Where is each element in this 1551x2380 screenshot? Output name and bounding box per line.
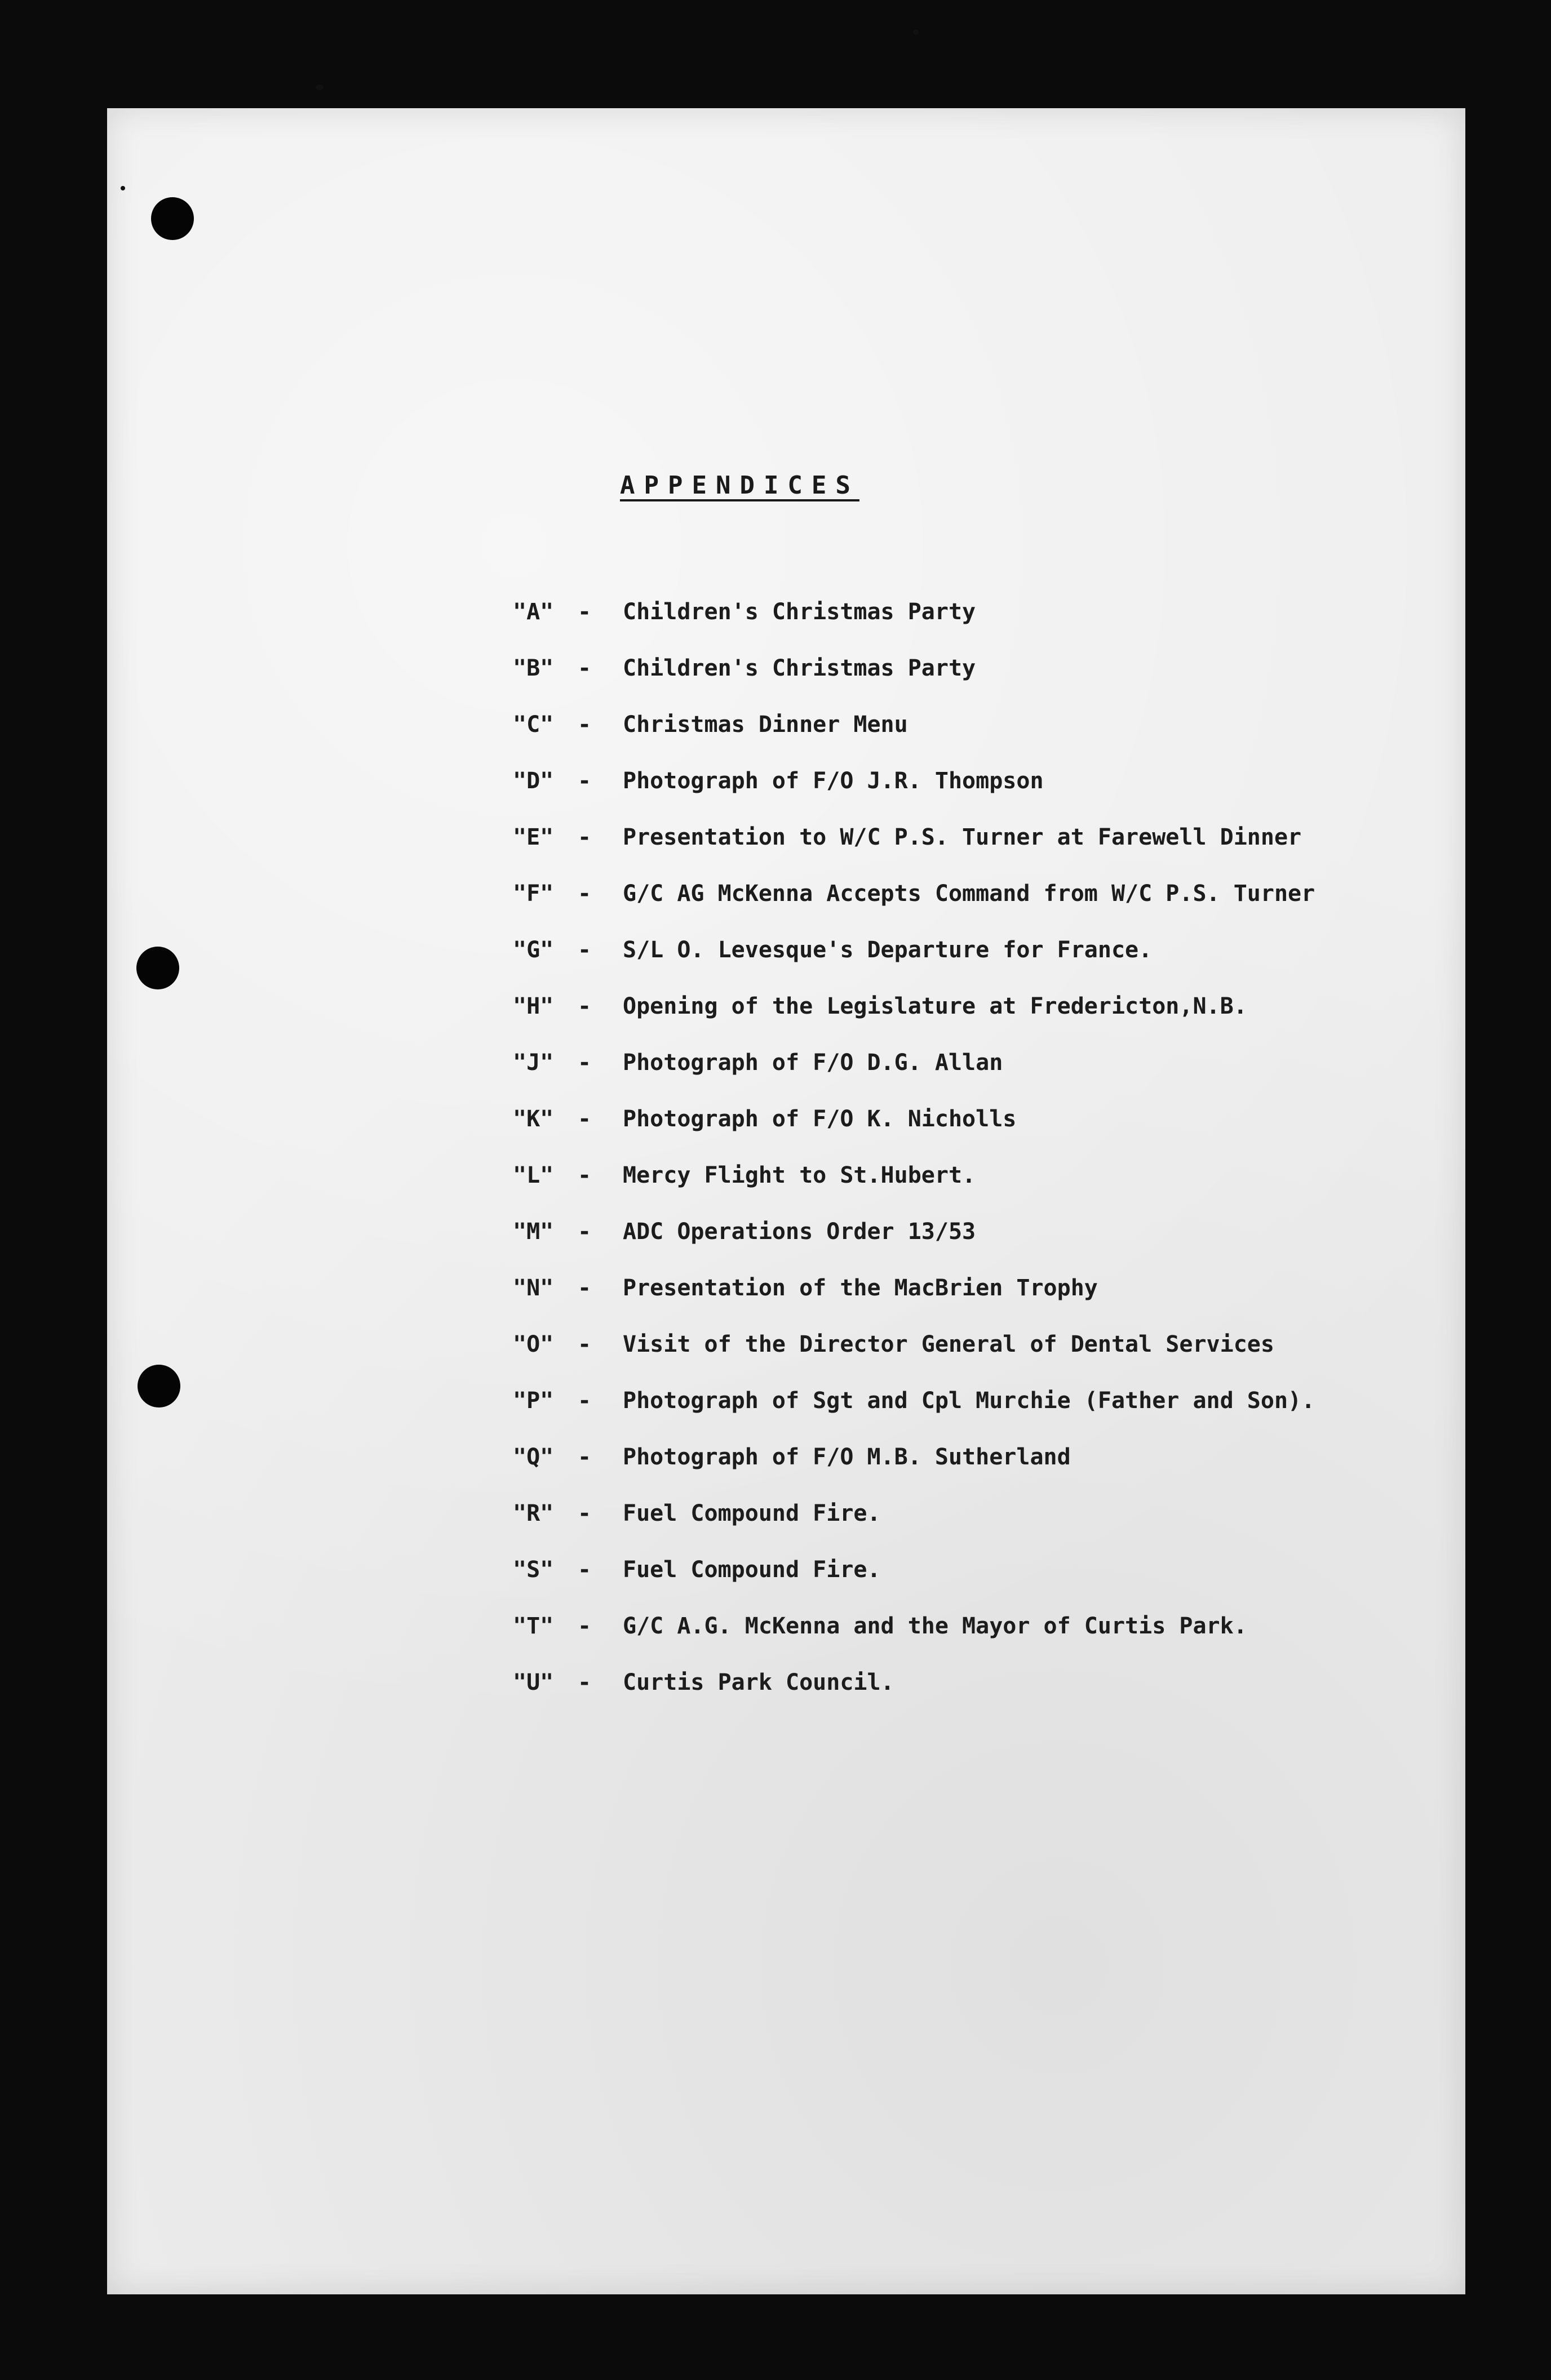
list-item [513, 1034, 1392, 1091]
appendix-title: Visit of the Director General of Dental Services [623, 1331, 1274, 1357]
separator-dash: - [578, 768, 592, 794]
dust-speck [121, 186, 125, 190]
list-item [513, 1429, 1392, 1485]
separator-dash: - [578, 824, 592, 850]
appendix-title: Mercy Flight to St.Hubert. [623, 1162, 976, 1188]
page-title: APPENDICES [620, 471, 859, 500]
punch-hole-top [151, 197, 194, 240]
appendix-code: "D" [513, 768, 554, 794]
list-item [513, 753, 1392, 809]
appendix-title: ADC Operations Order 13/53 [623, 1219, 976, 1245]
list-item [513, 1485, 1392, 1542]
appendix-code: "T" [513, 1613, 554, 1639]
separator-dash: - [578, 1275, 592, 1301]
separator-dash: - [578, 881, 592, 907]
appendix-code: "K" [513, 1106, 554, 1132]
appendix-title: Photograph of F/O M.B. Sutherland [623, 1444, 1071, 1470]
appendix-code: "A" [513, 599, 554, 625]
appendix-title: G/C A.G. McKenna and the Mayor of Curtis Park. [623, 1613, 1247, 1639]
appendix-code: "N" [513, 1275, 554, 1301]
appendix-title: Opening of the Legislature at Fredericton,N.B. [623, 993, 1247, 1019]
list-item [513, 809, 1392, 865]
list-item [513, 1316, 1392, 1373]
separator-dash: - [578, 1669, 592, 1695]
separator-dash: - [578, 1557, 592, 1583]
appendix-title: Photograph of F/O K. Nicholls [623, 1106, 1017, 1132]
dust-speck [316, 85, 324, 90]
list-item [513, 584, 1392, 640]
list-item [513, 865, 1392, 922]
appendix-title: Fuel Compound Fire. [623, 1557, 881, 1583]
appendix-title: Children's Christmas Party [623, 655, 976, 681]
appendix-title: Photograph of Sgt and Cpl Murchie (Father and Son). [623, 1388, 1315, 1414]
list-item [513, 1654, 1392, 1711]
list-item [513, 1147, 1392, 1204]
appendix-code: "U" [513, 1669, 554, 1695]
list-item [513, 978, 1392, 1034]
appendix-code: "L" [513, 1162, 554, 1188]
appendix-title: Presentation of the MacBrien Trophy [623, 1275, 1098, 1301]
list-item [513, 1373, 1392, 1429]
appendix-title: G/C AG McKenna Accepts Command from W/C P.S. Turner [623, 881, 1315, 907]
appendix-code: "S" [513, 1557, 554, 1583]
appendix-code: "O" [513, 1331, 554, 1357]
appendix-code: "J" [513, 1050, 554, 1076]
separator-dash: - [578, 655, 592, 681]
appendix-code: "Q" [513, 1444, 554, 1470]
separator-dash: - [578, 1162, 592, 1188]
list-item [513, 1204, 1392, 1260]
appendix-title: Christmas Dinner Menu [623, 712, 908, 738]
list-item [513, 922, 1392, 978]
appendix-title: S/L O. Levesque's Departure for France. [623, 937, 1153, 963]
punch-hole-bottom [138, 1365, 180, 1407]
list-item [513, 1091, 1392, 1147]
appendix-title: Photograph of F/O D.G. Allan [623, 1050, 1003, 1076]
appendix-list [513, 584, 1392, 1711]
separator-dash: - [578, 1613, 592, 1639]
list-item [513, 1260, 1392, 1316]
appendix-title: Curtis Park Council. [623, 1669, 894, 1695]
appendix-title: Presentation to W/C P.S. Turner at Farewell Dinner [623, 824, 1302, 850]
separator-dash: - [578, 937, 592, 963]
appendix-code: "E" [513, 824, 554, 850]
separator-dash: - [578, 1106, 592, 1132]
separator-dash: - [578, 712, 592, 738]
separator-dash: - [578, 1500, 592, 1526]
dust-speck [913, 29, 919, 35]
appendix-code: "B" [513, 655, 554, 681]
appendix-title: Photograph of F/O J.R. Thompson [623, 768, 1044, 794]
separator-dash: - [578, 599, 592, 625]
appendix-title: Fuel Compound Fire. [623, 1500, 881, 1526]
appendix-code: "F" [513, 881, 554, 907]
list-item [513, 640, 1392, 696]
appendix-code: "G" [513, 937, 554, 963]
separator-dash: - [578, 1050, 592, 1076]
appendix-code: "P" [513, 1388, 554, 1414]
list-item [513, 696, 1392, 753]
appendix-code: "C" [513, 712, 554, 738]
appendix-code: "M" [513, 1219, 554, 1245]
separator-dash: - [578, 1219, 592, 1245]
separator-dash: - [578, 993, 592, 1019]
list-item [513, 1542, 1392, 1598]
list-item [513, 1598, 1392, 1654]
separator-dash: - [578, 1331, 592, 1357]
appendix-code: "R" [513, 1500, 554, 1526]
punch-hole-middle [136, 947, 179, 989]
appendix-code: "H" [513, 993, 554, 1019]
separator-dash: - [578, 1388, 592, 1414]
appendix-title: Children's Christmas Party [623, 599, 976, 625]
separator-dash: - [578, 1444, 592, 1470]
